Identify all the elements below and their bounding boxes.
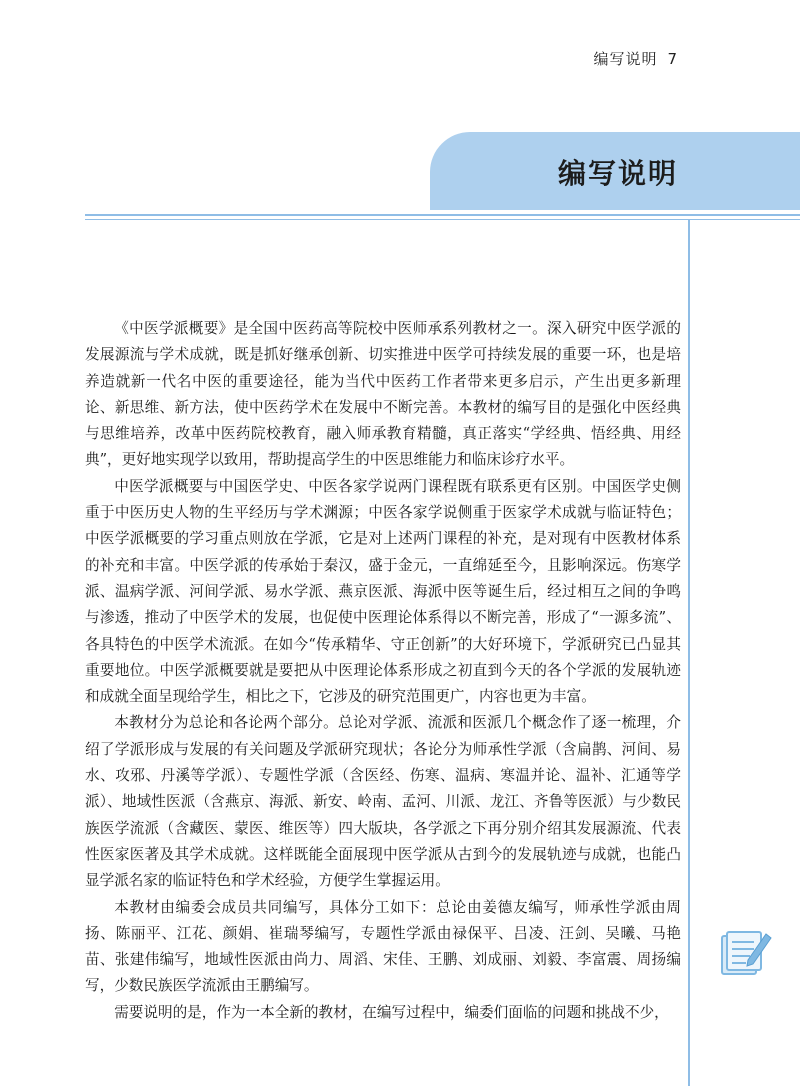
running-header [593, 48, 678, 69]
body-text [85, 316, 681, 1026]
header-rule [85, 214, 800, 216]
title-band [430, 132, 800, 210]
header-rule-thin [85, 219, 800, 220]
notebook-pencil-icon [718, 924, 774, 982]
paragraph-2: 中医学派概要与中国医学史、中医各家学说两门课程既有联系更有区别。中国医学史侧重于中医历史人物的生平经历与学术渊源；中医各家学说侧重于医家学术成就与临证特色；中医学派概要的学习重点则放在学派，它是对上述两门课程的补充，是对现有中医教材体系的补充和丰富。中医学派的传承始于秦汉，盛于金元，一直绵延至今，且影响深远。伤寒学派、温病学派、河间学派、易水学派、燕京医派、海派中医等诞生后，经过相互之间的争鸣与渗透，推动了中医学术的发展，也促使中医理论体系得以不断完善，形成了“一源多流”、各具特色的中医学术流派。在如今“传承精华、守正创新”的大好环境下，学派研究已凸显其重要地位。中医学派概要就是要把从中医理论体系形成之初直到今天的各个学派的发展轨迹和成就全面呈现给学生，相比之下，它涉及的研究范围更广，内容也更为丰富。 [85, 477, 681, 706]
paragraph-1: 《中医学派概要》是全国中医药高等院校中医师承系列教材之一。深入研究中医学派的发展源流与学术成就，既是抓好继承创新、切实推进中医学可持续发展的重要一环，也是培养造就新一代名中医的重要途径，能为当代中医药工作者带来更多启示，产生出更多新理论、新思维、新方法，使中医药学术在发展中不断完善。本教材的编写目的是强化中医经典与思维培养，改革中医药院校教育，融入师承教育精髓，真正落实“学经典、悟经典、用经典”，更好地实现学以致用，帮助提高学生的中医思维能力和临床诊疗水平。 [85, 320, 681, 469]
paragraph-4: 本教材由编委会成员共同编写，具体分工如下：总论由姜德友编写，师承性学派由周扬、陈丽平、江花、颜娟、崔瑞琴编写，专题性学派由禄保平、吕凌、汪剑、吴曦、马艳苗、张建伟编写，地域性医派由尚力、周滔、宋佳、王鹏、刘成丽、刘毅、李富震、周扬编写，少数民族医学流派由王鹏编写。 [85, 898, 681, 995]
chapter-title: 编写说明 [557, 157, 678, 190]
margin-rule [688, 219, 690, 1086]
paragraph-5: 需要说明的是，作为一本全新的教材，在编写过程中，编委们面临的问题和挑战不少， [114, 1003, 669, 1021]
running-header-section: 编写说明 [593, 50, 658, 68]
paragraph-3: 本教材分为总论和各论两个部分。总论对学派、流派和医派几个概念作了逐一梳理，介绍了学派形成与发展的有关问题及学派研究现状；各论分为师承性学派（含扁鹊、河间、易水、攻邪、丹溪等学派）、专题性学派（含医经、伤寒、温病、寒温并论、温补、汇通等学派）、地域性医派（含燕京、海派、新安、岭南、孟河、川派、龙江、齐鲁等医派）与少数民族医学流派（含藏医、蒙医、维医等）四大版块，各学派之下再分别介绍其发展源流、代表性医家医著及其学术成就。这样既能全面展现中医学派从古到今的发展轨迹与成就，也能凸显学派名家的临证特色和学术经验，方便学生掌握运用。 [85, 714, 681, 890]
page-number: 7 [667, 50, 678, 68]
